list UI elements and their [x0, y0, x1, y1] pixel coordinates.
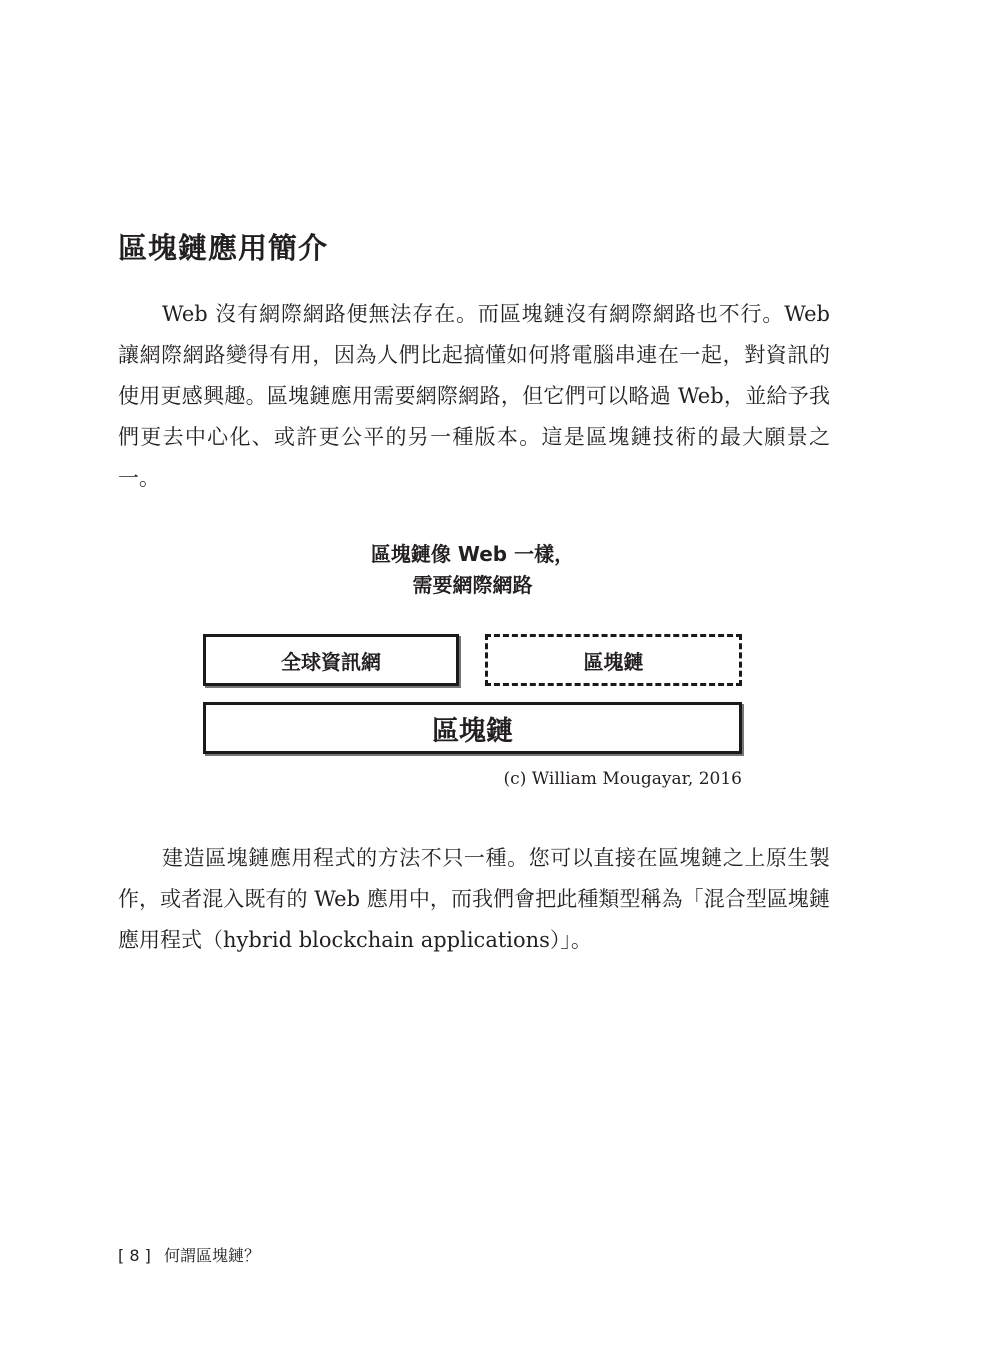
diagram-box-blockchain-dashed: [485, 634, 742, 686]
diagram-box-world-wide-web: [203, 634, 459, 686]
figure-title-line-1: 區塊鏈像 Web 一樣，: [370, 542, 575, 566]
diagram-box-blockchain-dashed-label: 區塊鏈: [583, 649, 644, 674]
figure-title-line-2: 需要網際網路: [412, 573, 533, 597]
figure-credit: (c) William Mougayar, 2016: [503, 769, 742, 789]
page-footer: [118, 1243, 260, 1269]
section-heading: 區塊鏈應用簡介: [118, 231, 329, 265]
figure-title: [200, 539, 745, 601]
diagram-box-world-wide-web-label: 全球資訊網: [281, 649, 381, 674]
page-number: [ 8 ]: [118, 1246, 151, 1265]
diagram-box-blockchain-base-label: 區塊鏈: [432, 715, 513, 747]
running-chapter-title: 何謂區塊鏈？: [163, 1246, 260, 1265]
body-paragraph-1: Web 沒有網際網路便無法存在。而區塊鏈沒有網際網路也不行。Web 讓網際網路變得有用，因為人們比起搞懂如何將電腦串連在一起，對資訊的使用更感興趣。區塊鏈應用需要網際網路，但它們可以略過 Web，並給予我們更去中心化、或許更公平的另一種版本。這是區塊鏈技術的最大願景之一。: [118, 302, 830, 490]
diagram-box-blockchain-base: [203, 702, 742, 754]
body-paragraph-2: 建造區塊鏈應用程式的方法不只一種。您可以直接在區塊鏈之上原生製作，或者混入既有的 Web 應用中，而我們會把此種類型稱為「混合型區塊鏈應用程式（hybrid blockchain applications）」。: [118, 846, 830, 952]
